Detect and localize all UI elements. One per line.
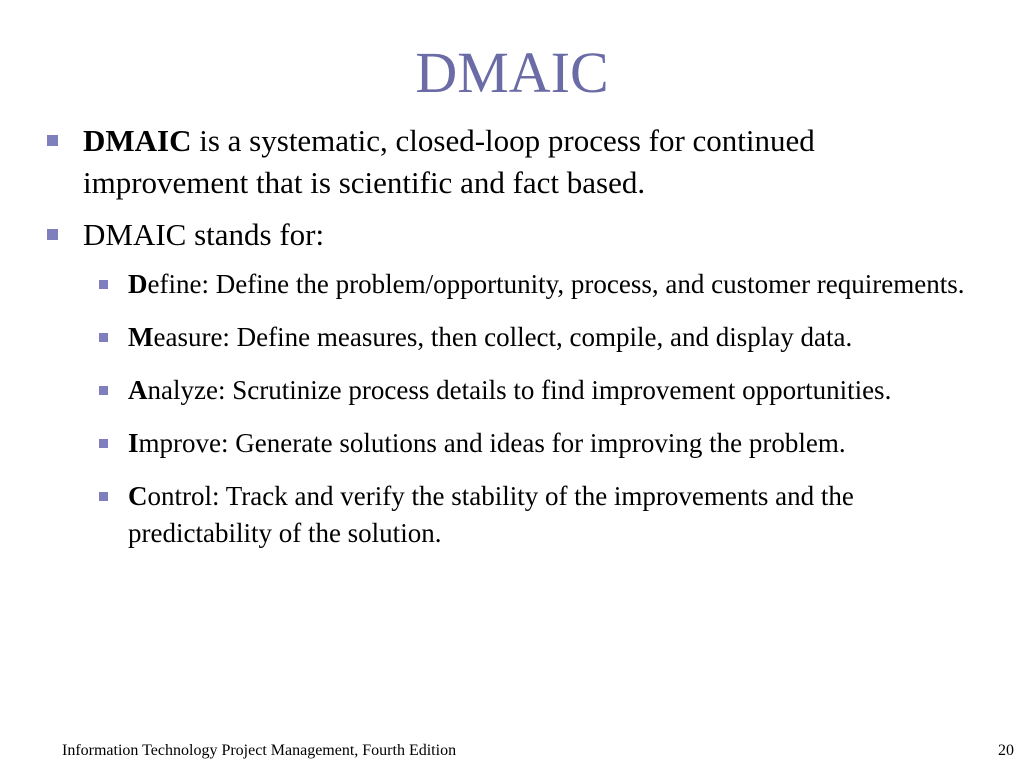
sub-bullet-letter: I xyxy=(128,428,139,458)
sub-bullet-letter: C xyxy=(128,481,148,511)
bullet-item-stands-for xyxy=(83,214,973,256)
sub-bullet-letter: M xyxy=(128,322,154,352)
bullet-list xyxy=(0,120,1024,568)
square-bullet-icon xyxy=(99,386,108,395)
sub-bullet-define xyxy=(128,266,978,303)
bullet-bold-term: DMAIC xyxy=(83,123,192,158)
square-bullet-icon xyxy=(99,492,108,501)
square-bullet-icon xyxy=(99,280,108,289)
bullet-text: DMAIC stands for: xyxy=(83,217,325,252)
slide-title: DMAIC xyxy=(415,40,609,105)
square-bullet-icon xyxy=(99,439,108,448)
square-bullet-icon xyxy=(47,229,58,240)
sub-bullet-letter: A xyxy=(128,375,148,405)
sub-bullet-text: easure: Define measures, then collect, compile, and display data. xyxy=(153,322,853,352)
square-bullet-icon xyxy=(47,135,58,146)
sub-bullet-text: mprove: Generate solutions and ideas for improving the problem. xyxy=(138,428,846,458)
sub-bullet-letter: D xyxy=(128,269,148,299)
sub-bullet-text: nalyze: Scrutinize process details to find improvement opportunities. xyxy=(147,375,892,405)
sub-bullet-improve xyxy=(128,425,978,462)
bullet-text: is a systematic, closed-loop process for continued improvement that is scientific and fact based. xyxy=(83,123,815,200)
footer-source: Information Technology Project Management, Fourth Edition xyxy=(62,742,457,759)
page-number: 20 xyxy=(998,742,1014,759)
sub-bullet-control xyxy=(128,478,978,552)
sub-bullet-text: efine: Define the problem/opportunity, process, and customer requirements. xyxy=(147,269,965,299)
sub-bullet-measure xyxy=(128,319,978,356)
sub-bullet-text: ontrol: Track and verify the stability of the improvements and the predictability of the solution. xyxy=(128,481,854,548)
sub-bullet-list xyxy=(0,266,1024,552)
square-bullet-icon xyxy=(99,333,108,342)
sub-bullet-analyze xyxy=(128,372,978,409)
bullet-item-definition xyxy=(83,120,973,204)
